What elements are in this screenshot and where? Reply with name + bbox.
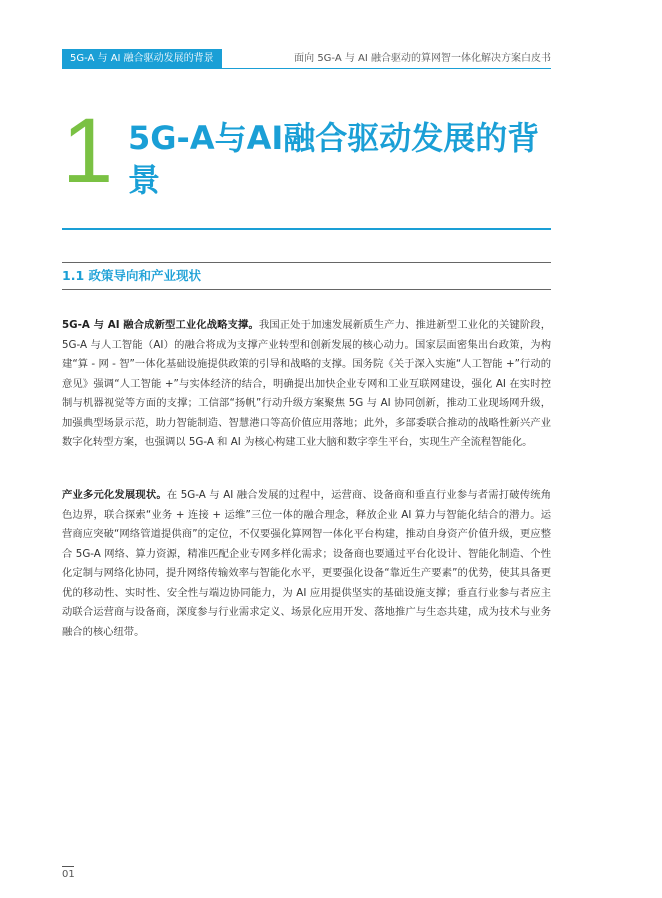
- chapter-number: 1: [62, 100, 114, 202]
- paragraph-text: 我国正处于加速发展新质生产力、推进新型工业化的关键阶段，5G-A 与人工智能（AI）的融合将成为支撑产业转型和创新发展的核心动力。国家层面密集出台政策，为构建“算 - 网 - 智”一体化基础设施提供政策的引导和战略的支撑。国务院《关于深入实施“人工智能 +”行动的意见》强调“人工智能 +”与实体经济的结合，明确提出加快企业专网和工业互联网建设，强化 AI 在实时控制与机器视觉等方面的支撑；工信部“扬帆”行动升级方案聚焦 5G 与 AI 协同创新，推动工业现场网升级，加强典型场景示范，助力智能制造、智慧港口等高价值应用落地；此外，多部委联合推动的战略性新兴产业数字化转型方案，也强调以 5G-A 和 AI 为核心构建工业大脑和数字孪生平台，实现生产全流程智能化。: [62, 319, 551, 448]
- running-document-title: 面向 5G-A 与 AI 融合驱动的算网智一体化解决方案白皮书: [294, 53, 551, 64]
- section-heading: 1.1 政策导向和产业现状: [62, 268, 201, 283]
- page-number: 01: [62, 869, 75, 880]
- paragraph-lead: 产业多元化发展现状。: [62, 489, 167, 501]
- header-divider: [62, 68, 551, 69]
- body-paragraph: [62, 316, 551, 453]
- paragraph-lead: 5G-A 与 AI 融合成新型工业化战略支撑。: [62, 319, 259, 331]
- paragraph-text: 在 5G-A 与 AI 融合发展的过程中，运营商、设备商和垂直行业参与者需打破传统角色边界，联合探索“业务 + 连接 + 运维”三位一体的融合理念，释放企业 AI 算力与智能化结合的潜力。运营商应突破“网络管道提供商”的定位，不仅要强化算网智一体化平台构建，推动自身资产价值升级，更应整合 5G-A 网络、算力资源，精准匹配企业专网多样化需求；设备商也要通过平台化设计、智能化制造、个性化定制与网络化协同，提升网络传输效率与智能化水平，更要强化设备“靠近生产要素”的优势，使其具备更优的移动性、实时性、安全性与端边协同能力，为 AI 应用提供坚实的基础设施支撑；垂直行业参与者应主动联合运营商与设备商，深度参与行业需求定义、场景化应用开发、落地推广与生态共建，成为技术与业务融合的核心纽带。: [62, 489, 551, 638]
- chapter-divider: [62, 228, 551, 230]
- section-heading-box: [62, 262, 551, 290]
- running-section-tag: 5G-A 与 AI 融合驱动发展的背景: [62, 49, 222, 68]
- body-paragraph: [62, 486, 551, 642]
- chapter-title: 5G-A与AI融合驱动发展的背景: [128, 119, 540, 199]
- footer-divider: [62, 866, 74, 867]
